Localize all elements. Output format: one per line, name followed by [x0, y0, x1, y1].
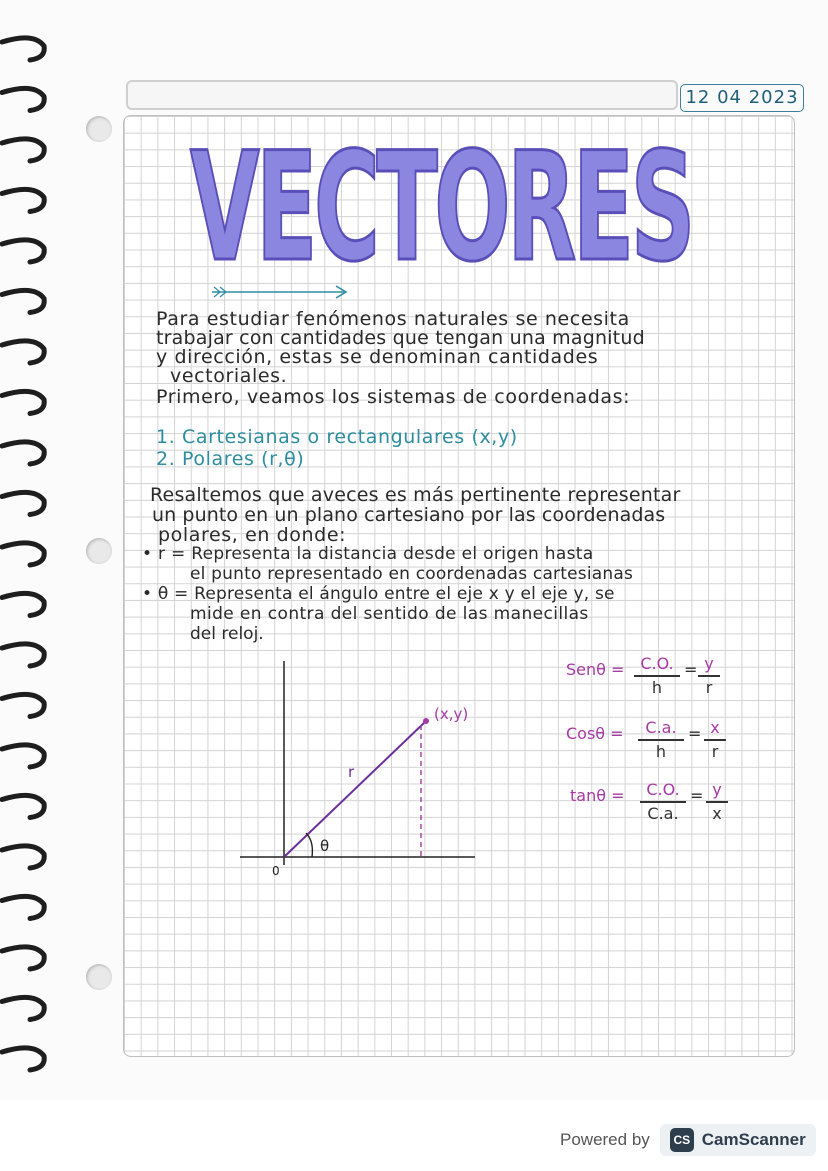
spiral-coil — [2, 543, 44, 565]
sen-den2: r — [705, 678, 713, 697]
title-arrow — [210, 284, 350, 300]
spiral-coil — [2, 947, 44, 969]
formula-sen: Senθ = C.O. h = y r — [566, 654, 766, 704]
powered-by-text: Powered by — [560, 1130, 650, 1149]
tan-num1: C.O. — [646, 780, 680, 799]
spiral-coil — [2, 139, 44, 161]
sen-num2: y — [704, 654, 714, 673]
spiral-coil — [2, 290, 44, 312]
spiral-coil — [2, 694, 44, 716]
sen-den1: h — [651, 678, 663, 697]
origin-label: 0 — [272, 864, 280, 878]
paragraph1-line4: vectoriales. — [170, 365, 288, 387]
cos-den2: r — [711, 742, 719, 761]
cos-lhs: Cosθ = — [566, 724, 624, 743]
paragraph1-line2: trabajar con cantidades que tengan una magnitud — [156, 327, 645, 349]
punch-hole-bottom — [86, 964, 112, 990]
spiral-coil — [2, 846, 44, 868]
spiral-coil — [2, 442, 44, 464]
camscanner-watermark — [560, 1122, 816, 1158]
tan-fraction-line2 — [706, 801, 728, 803]
tan-den2: x — [712, 804, 722, 823]
sen-lhs: Senθ = — [566, 660, 625, 679]
hyp-label: r — [348, 763, 355, 781]
bullet-theta-line3: del reloj. — [190, 624, 264, 644]
spiral-binding — [0, 28, 60, 1088]
punch-hole-top — [86, 116, 112, 142]
spiral-coil — [2, 240, 44, 262]
polar-diagram — [230, 655, 490, 885]
bullet-r-line2: el punto representado en coordenadas cartesianas — [190, 564, 634, 584]
paragraph2-line2: un punto en un plano cartesiano por las coordenadas — [152, 504, 666, 526]
spiral-coil — [2, 896, 44, 918]
tan-fraction-line1 — [640, 801, 686, 803]
spiral-coil — [2, 593, 44, 615]
cos-num2: x — [710, 718, 720, 737]
point-marker — [423, 718, 429, 724]
date-box: 12 04 2023 — [680, 84, 804, 112]
sen-fraction-line1 — [634, 675, 680, 677]
system-cartesian: 1. Cartesianas o rectangulares (x,y) — [156, 426, 518, 448]
camscanner-badge — [660, 1124, 816, 1156]
tan-den1: C.a. — [647, 804, 679, 823]
spiral-coil — [2, 795, 44, 817]
cos-fraction-line2 — [704, 739, 726, 741]
camscanner-brand: CamScanner — [701, 1130, 806, 1149]
punch-hole-middle — [86, 538, 112, 564]
formula-cos: Cosθ = C.a. h = x r — [566, 718, 766, 768]
angle-arc — [306, 833, 312, 857]
spiral-coil — [2, 341, 44, 363]
spiral-coil — [2, 644, 44, 666]
system-polar: 2. Polares (r,θ) — [156, 448, 305, 470]
formula-tan: tanθ = C.O. C.a. = y x — [570, 780, 770, 830]
spiral-coil — [2, 492, 44, 514]
spiral-coil — [2, 997, 44, 1019]
cos-den1: h — [655, 742, 667, 761]
angle-label: θ — [320, 837, 330, 855]
paragraph1-line5: Primero, veamos los sistemas de coordenadas: — [156, 386, 631, 408]
date-header-bar — [126, 80, 678, 110]
tan-num2: y — [712, 780, 722, 799]
spiral-coil — [2, 745, 44, 767]
cos-num1: C.a. — [645, 718, 677, 737]
hypotenuse-line — [284, 721, 426, 857]
paragraph1-line1: Para estudiar fenómenos naturales se necesita — [156, 308, 630, 330]
spiral-coil — [2, 189, 44, 211]
spiral-coil — [2, 88, 44, 110]
sen-num1: C.O. — [640, 654, 674, 673]
bullet-theta-line2: mide en contra del sentido de las manecillas — [190, 604, 589, 624]
tan-lhs: tanθ = — [570, 786, 625, 805]
camscanner-logo-icon: CS — [670, 1128, 694, 1152]
paragraph2-line1: Resaltemos que aveces es más pertinente representar — [150, 484, 681, 506]
cos-fraction-line1 — [638, 739, 684, 741]
point-label: (x,y) — [434, 705, 469, 723]
spiral-coil — [2, 38, 44, 60]
bullet-theta-line1: • θ = Representa el ángulo entre el eje x y el eje y, se — [142, 584, 615, 604]
bullet-r-line1: • r = Representa la distancia desde el origen hasta — [142, 544, 594, 564]
spiral-coil — [2, 391, 44, 413]
page-title — [190, 118, 692, 298]
spiral-coil — [2, 1048, 44, 1070]
title-text: VECTORES — [190, 121, 692, 295]
sen-fraction-line2 — [698, 675, 720, 677]
paragraph2-line3: polares, en donde: — [158, 524, 347, 546]
paragraph1-line3: y dirección, estas se denominan cantidades — [156, 346, 599, 368]
